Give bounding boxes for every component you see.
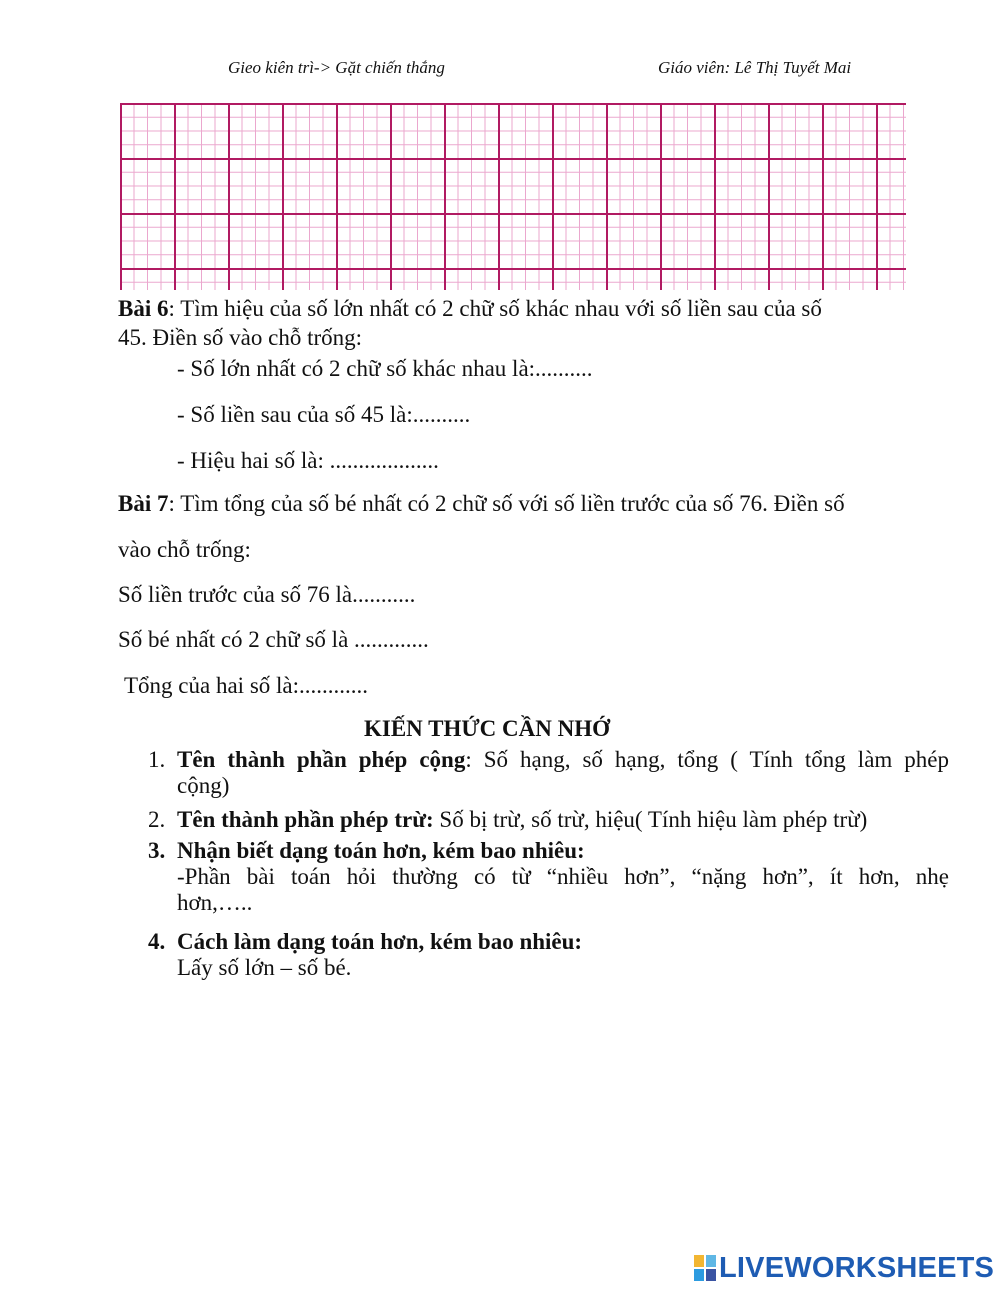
item-number: 1. (148, 747, 166, 772)
item-2-term: Tên thành phần phép trừ: (177, 807, 434, 832)
bai7-line2: vào chỗ trống: (118, 537, 251, 562)
bai7-line1 (118, 491, 845, 517)
bai6-item-difference: - Hiệu hai số là: ................... (177, 448, 439, 473)
header-motto: Gieo kiên trì-> Gặt chiến thắng (228, 58, 445, 77)
bai6-question: : Tìm hiệu của số lớn nhất có 2 chữ số khác nhau với số liền sau của số (168, 296, 822, 321)
bai7-item-sum: Tổng của hai số là:............ (124, 673, 369, 698)
item-4-desc: Lấy số lớn – số bé. (177, 955, 352, 980)
item-1-line1 (177, 747, 949, 773)
bai7-item-predecessor: Số liền trước của số 76 là........... (118, 582, 416, 607)
knowledge-title: KIẾN THỨC CẦN NHỚ (364, 716, 610, 741)
bai6-line1 (118, 296, 822, 322)
bai6-item-largest: - Số lớn nhất có 2 chữ số khác nhau là:.......... (177, 356, 593, 381)
handwriting-grid[interactable] (120, 103, 906, 290)
liveworksheets-logo[interactable] (694, 1252, 994, 1284)
header-teacher: Giáo viên: Lê Thị Tuyết Mai (658, 58, 852, 77)
logo-text: LIVEWORKSHEETS (719, 1251, 995, 1284)
bai6-label: Bài 6 (118, 296, 169, 321)
item-2-desc: Số bị trừ, số trừ, hiệu( Tính hiệu làm phép trừ) (433, 807, 868, 832)
bai7-label: Bài 7 (118, 491, 169, 516)
item-3-term: Nhận biết dạng toán hơn, kém bao nhiêu: (177, 838, 585, 863)
bai6-item-successor: - Số liền sau của số 45 là:.......... (177, 402, 471, 427)
item-1-desc: : Số hạng, số hạng, tổng ( Tính tổng làm phép (465, 747, 949, 772)
item-number: 3. (148, 838, 166, 863)
item-1-term: Tên thành phần phép cộng (177, 747, 466, 772)
bai7-item-smallest: Số bé nhất có 2 chữ số là ............. (118, 627, 429, 652)
item-1-line2: cộng) (177, 773, 230, 798)
item-4-term: Cách làm dạng toán hơn, kém bao nhiêu: (177, 929, 583, 954)
item-3-line2: hơn,….. (177, 890, 253, 915)
bai7-question: : Tìm tổng của số bé nhất có 2 chữ số với số liền trước của số 76. Điền số (168, 491, 845, 516)
liveworksheets-mark-icon (694, 1255, 716, 1281)
item-3-line1: -Phần bài toán hỏi thường có từ “nhiều hơn”, “nặng hơn”, ít hơn, nhẹ (177, 864, 949, 889)
item-number: 4. (148, 929, 166, 954)
bai6-line2: 45. Điền số vào chỗ trống: (118, 325, 363, 350)
item-number: 2. (148, 807, 166, 832)
